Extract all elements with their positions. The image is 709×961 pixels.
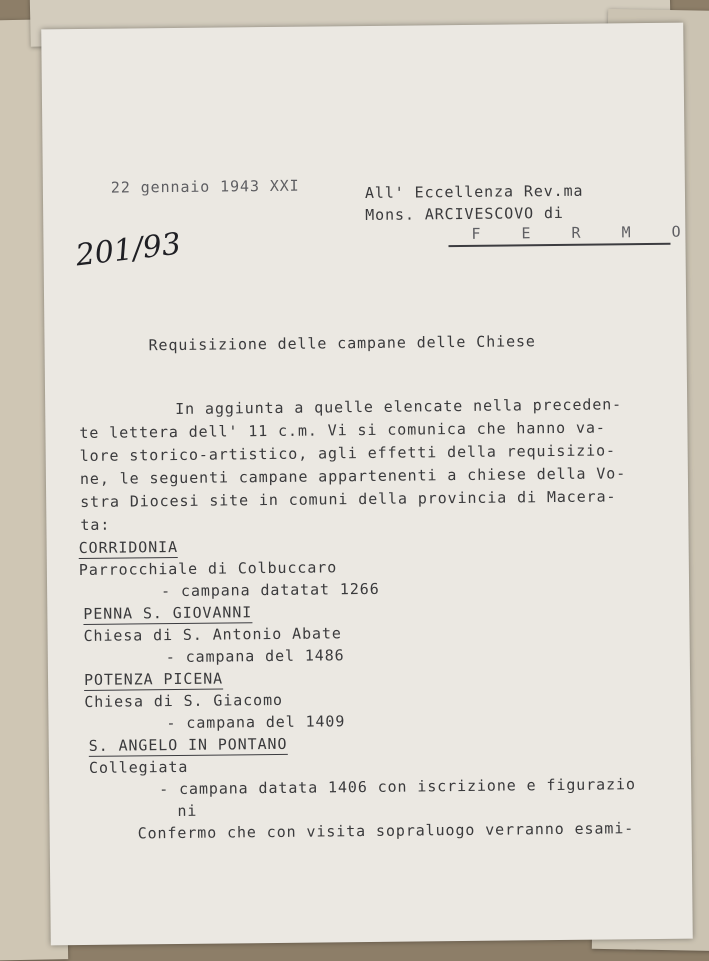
addressee-line-2: Mons. ARCIVESCOVO di: [365, 203, 564, 225]
body-line-3: lore storico-artistico, agli effetti della requisizio-: [79, 441, 617, 466]
body-line-4: ne, le seguenti campane appartenenti a chiese della Vo-: [79, 464, 627, 489]
protocol-number-handwritten: 201/93: [73, 226, 183, 274]
addressee-underline: [449, 243, 671, 247]
entry-town-1: CORRIDONIA: [78, 537, 179, 558]
subject-line: Requisizione delle campane delle Chiese: [148, 332, 536, 355]
document-page: [41, 23, 697, 946]
entry-town-4: S. ANGELO IN PONTANO: [88, 734, 288, 755]
entry-bell-4: - campana datata 1406 con iscrizione e figurazio: [159, 775, 636, 799]
body-line-6: ta:: [80, 515, 111, 535]
entry-bell-4-continuation: ni: [177, 801, 198, 821]
entry-bell-2: - campana del 1486: [165, 646, 345, 667]
entry-town-2: PENNA S. GIOVANNI: [83, 603, 253, 623]
entry-bell-1: - campana datatat 1266: [161, 579, 380, 601]
body-line-5: stra Diocesi site in comuni della provincia di Macera-: [80, 487, 617, 512]
entry-bell-3: - campana del 1409: [166, 712, 346, 733]
entry-church-1: Parrocchiale di Colbuccaro: [78, 558, 338, 580]
body-line-2: te lettera dell' 11 c.m. Vi si comunica che hanno va-: [79, 418, 606, 443]
date-line: 22 gennaio 1943 XXI: [110, 176, 300, 197]
addressee-line-1: All' Eccellenza Rev.ma: [364, 181, 584, 203]
entry-church-3: Chiesa di S. Giacomo: [84, 690, 283, 711]
body-line-1: In aggiunta a quelle elencate nella preceden-: [175, 395, 623, 419]
entry-church-4: Collegiata: [88, 757, 189, 777]
addressee-city: F E R M O: [471, 222, 697, 243]
entry-town-3: POTENZA PICENA: [83, 669, 224, 689]
closing-line: Confermo che con visita sopraluogo verranno esami-: [137, 819, 635, 843]
entry-church-2: Chiesa di S. Antonio Abate: [83, 624, 342, 645]
